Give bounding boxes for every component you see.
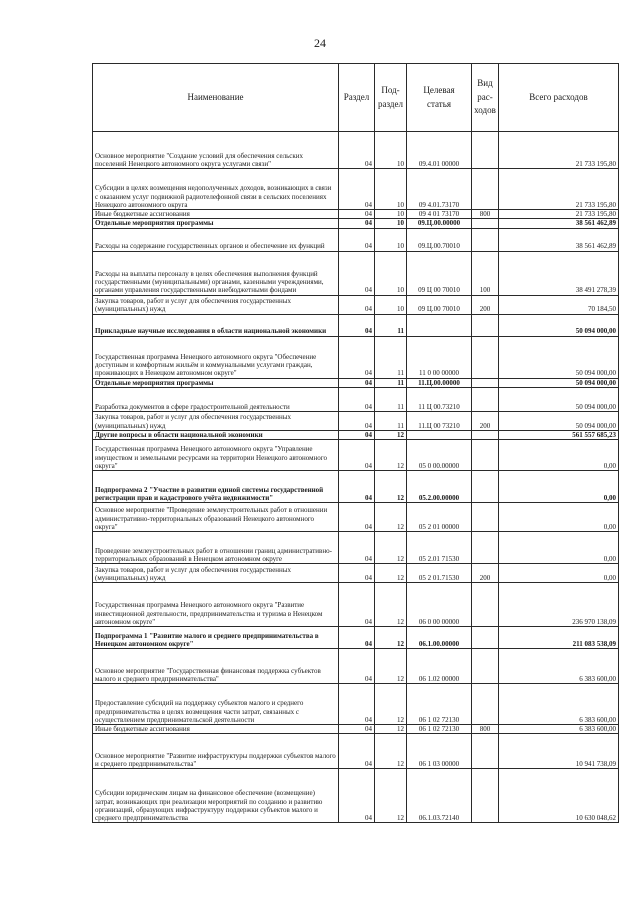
row-name: Закупка товаров, работ и услуг для обеспечения государственных (муниципальных) нужд [93,411,339,430]
table-row [93,411,619,430]
row-vid [472,627,499,649]
row-razdel: 04 [339,295,375,314]
row-podrazdel: 10 [375,210,407,219]
table-row [93,430,619,439]
row-name: Субсидии в целях возмещения недополученных доходов, возникающих в связи с оказанием услуг подвижной радиотелефонной связи в сельских поселениях Ненецкого автономного округа [93,169,339,210]
row-razdel: 04 [339,219,375,228]
row-razdel: 04 [339,210,375,219]
table-row [93,219,619,228]
row-razdel: 04 [339,440,375,471]
row-total: 50 094 000,00 [499,378,619,387]
row-target: 09 Ц 00 70010 [407,251,472,295]
row-target: 09 4.01.73170 [407,169,472,210]
row-podrazdel: 12 [375,769,407,823]
row-vid [472,387,499,411]
row-name: Иные бюджетные ассигнования [93,725,339,734]
row-podrazdel: 12 [375,532,407,564]
row-target: 05 2 01.71530 [407,564,472,583]
row-razdel: 04 [339,251,375,295]
row-podrazdel: 12 [375,725,407,734]
row-razdel: 04 [339,471,375,503]
row-vid [472,684,499,725]
row-vid: 200 [472,564,499,583]
row-vid [472,314,499,336]
row-total: 0,00 [499,471,619,503]
row-target [407,430,472,439]
row-podrazdel: 11 [375,378,407,387]
row-target: 11 Ц 00.73210 [407,387,472,411]
row-vid [472,583,499,627]
table-row [93,336,619,378]
row-razdel: 04 [339,564,375,583]
row-name: Прикладные научные исследования в области национальной экономики [93,314,339,336]
row-total: 0,00 [499,440,619,471]
row-podrazdel: 10 [375,219,407,228]
row-target: 06.1.03.72140 [407,769,472,823]
row-razdel: 04 [339,314,375,336]
row-total: 6 383 600,00 [499,725,619,734]
row-name: Подпрограмма 2 "Участие в развитии единой системы государственной регистрации прав и кадастрового учёта недвижимости" [93,471,339,503]
row-podrazdel: 10 [375,169,407,210]
row-podrazdel: 12 [375,583,407,627]
row-vid: 100 [472,251,499,295]
table-row [93,440,619,471]
row-vid [472,228,499,251]
row-podrazdel: 12 [375,734,407,769]
table-body [93,132,619,823]
row-name: Закупка товаров, работ и услуг для обеспечения государственных (муниципальных) нужд [93,295,339,314]
row-vid [472,769,499,823]
row-name: Основное мероприятие "Проведение землеустроительных работ в отношении административно-территориальных образований Ненецкого автономного округа" [93,503,339,532]
row-podrazdel: 12 [375,684,407,725]
row-name: Подпрограмма 1 "Развитие малого и среднего предпринимательства в Ненецком автономном округе" [93,627,339,649]
row-vid: 800 [472,210,499,219]
header-total: Всего расходов [499,64,619,132]
row-name: Другие вопросы в области национальной экономики [93,430,339,439]
row-target: 11.Ц.00.00000 [407,378,472,387]
row-target: 05.2.00.00000 [407,471,472,503]
row-razdel: 04 [339,725,375,734]
table-row [93,649,619,684]
row-total: 561 557 685,23 [499,430,619,439]
row-razdel: 04 [339,228,375,251]
row-podrazdel: 10 [375,251,407,295]
header-podrazdel: Под- раздел [375,64,407,132]
row-target: 11 0 00 00000 [407,336,472,378]
row-podrazdel: 12 [375,564,407,583]
table-row [93,583,619,627]
row-name: Разработка документов в сфере градостроительной деятельности [93,387,339,411]
row-podrazdel: 12 [375,649,407,684]
row-vid [472,219,499,228]
row-name: Расходы на содержание государственных органов и обеспечение их функций [93,228,339,251]
table-header-row [93,64,619,132]
row-podrazdel: 12 [375,440,407,471]
row-vid: 800 [472,725,499,734]
row-podrazdel: 12 [375,471,407,503]
table-row [93,725,619,734]
row-target: 06 1 03 00000 [407,734,472,769]
row-vid [472,503,499,532]
row-razdel: 04 [339,430,375,439]
row-name: Основное мероприятие "Создание условий для обеспечения сельских поселений Ненецкого автономного округа услугами связи" [93,132,339,169]
table-row [93,228,619,251]
row-total: 0,00 [499,532,619,564]
row-name: Проведение землеустроительных работ в отношении границ административно-территориальных образований в Ненецком автономном округе [93,532,339,564]
row-target: 09 4 01 73170 [407,210,472,219]
row-total: 50 094 000,00 [499,314,619,336]
row-podrazdel: 10 [375,132,407,169]
row-razdel: 04 [339,336,375,378]
row-target: 05 2.01 71530 [407,532,472,564]
row-target: 06 1 02 72130 [407,684,472,725]
table-row [93,471,619,503]
row-total: 0,00 [499,503,619,532]
table-row [93,503,619,532]
table-row [93,734,619,769]
budget-table [92,63,619,823]
row-total: 10 630 048,62 [499,769,619,823]
table-row [93,169,619,210]
row-vid [472,336,499,378]
table-row [93,210,619,219]
row-target: 06.1.00.00000 [407,627,472,649]
row-razdel: 04 [339,532,375,564]
row-razdel: 04 [339,583,375,627]
row-name: Отдельные мероприятия программы [93,378,339,387]
row-name: Государственная программа Ненецкого автономного округа "Обеспечение доступным и комфортным жильём и коммунальными услугами граждан, проживающих в Ненецком автономном округе" [93,336,339,378]
row-total: 38 561 462,89 [499,219,619,228]
row-target: 09.Ц.00.00000 [407,219,472,228]
row-vid [472,734,499,769]
row-podrazdel: 12 [375,503,407,532]
row-target: 09.4.01 00000 [407,132,472,169]
table-row [93,314,619,336]
row-razdel: 04 [339,503,375,532]
table-row [93,769,619,823]
row-vid [472,169,499,210]
header-target: Целевая статья [407,64,472,132]
row-razdel: 04 [339,411,375,430]
header-name: Наименование [93,64,339,132]
row-razdel: 04 [339,734,375,769]
page-number: 24 [314,36,326,50]
row-total: 0,00 [499,564,619,583]
header-razdel: Раздел [339,64,375,132]
row-podrazdel: 11 [375,387,407,411]
table-row [93,378,619,387]
row-name: Закупка товаров, работ и услуг для обеспечения государственных (муниципальных) нужд [93,564,339,583]
row-total: 21 733 195,80 [499,210,619,219]
row-name: Иные бюджетные ассигнования [93,210,339,219]
row-razdel: 04 [339,649,375,684]
row-total: 21 733 195,80 [499,169,619,210]
row-total: 21 733 195,80 [499,132,619,169]
row-vid [472,430,499,439]
row-total: 70 184,50 [499,295,619,314]
table-row [93,564,619,583]
row-razdel: 04 [339,132,375,169]
row-razdel: 04 [339,684,375,725]
table-row [93,627,619,649]
row-target: 06 0 00 00000 [407,583,472,627]
row-target [407,314,472,336]
row-vid [472,649,499,684]
table-row [93,684,619,725]
row-total: 6 383 600,00 [499,649,619,684]
row-vid [472,440,499,471]
row-razdel: 04 [339,169,375,210]
row-podrazdel: 11 [375,336,407,378]
row-total: 211 083 538,09 [499,627,619,649]
row-podrazdel: 11 [375,314,407,336]
row-name: Отдельные мероприятия программы [93,219,339,228]
row-vid [472,532,499,564]
row-razdel: 04 [339,387,375,411]
row-target: 11.Ц 00 73210 [407,411,472,430]
row-total: 38 561 462,89 [499,228,619,251]
row-name: Предоставление субсидий на поддержку субъектов малого и среднего предпринимательства в целях возмещения части затрат, связанных с осуществлением предпринимательской деятельности [93,684,339,725]
row-razdel: 04 [339,378,375,387]
row-name: Основное мероприятие "Развитие инфраструктуры поддержки субъектов малого и среднего предпринимательства" [93,734,339,769]
row-total: 10 941 738,09 [499,734,619,769]
table-row [93,532,619,564]
row-razdel: 04 [339,627,375,649]
row-podrazdel: 12 [375,627,407,649]
row-vid [472,132,499,169]
row-total: 50 094 000,00 [499,336,619,378]
row-total: 6 383 600,00 [499,684,619,725]
row-vid [472,378,499,387]
row-name: Основное мероприятие "Государственная финансовая поддержка субъектов малого и среднего предпринимательства" [93,649,339,684]
row-podrazdel: 10 [375,228,407,251]
row-total: 50 094 000,00 [499,411,619,430]
row-target: 09.Ц.00.70010 [407,228,472,251]
table-row [93,251,619,295]
row-vid: 200 [472,295,499,314]
row-name: Расходы на выплаты персоналу в целях обеспечения выполнения функций государственными (муниципальными) органами, казенными учреждениями, органами управления государственными внебюджетными фондами [93,251,339,295]
row-target: 09 Ц.00 70010 [407,295,472,314]
row-vid: 200 [472,411,499,430]
row-name: Субсидии юридическим лицам на финансовое обеспечение (возмещение) затрат, возникающих при реализации мероприятий по созданию и развитию организаций, образующих инфраструктуру поддержки субъектов малого и среднего предпринимательства [93,769,339,823]
table-row [93,387,619,411]
row-podrazdel: 10 [375,295,407,314]
table-row [93,132,619,169]
row-target: 05 0 00.00000 [407,440,472,471]
row-total: 50 094 000,00 [499,387,619,411]
row-name: Государственная программа Ненецкого автономного округа "Управление имуществом и земельными ресурсами на территории Ненецкого автономного округа" [93,440,339,471]
row-target: 06 1 02 72130 [407,725,472,734]
row-razdel: 04 [339,769,375,823]
row-name: Государственная программа Ненецкого автономного округа "Развитие инвестиционной деятельности, предпринимательства и туризма в Ненецком автономном округе" [93,583,339,627]
row-total: 236 970 138,09 [499,583,619,627]
row-podrazdel: 11 [375,411,407,430]
row-target: 05 2 01 00000 [407,503,472,532]
row-vid [472,471,499,503]
row-target: 06 1.02 00000 [407,649,472,684]
row-podrazdel: 12 [375,430,407,439]
table-row [93,295,619,314]
header-vid: Вид рас- ходов [472,64,499,132]
row-total: 38 491 278,39 [499,251,619,295]
